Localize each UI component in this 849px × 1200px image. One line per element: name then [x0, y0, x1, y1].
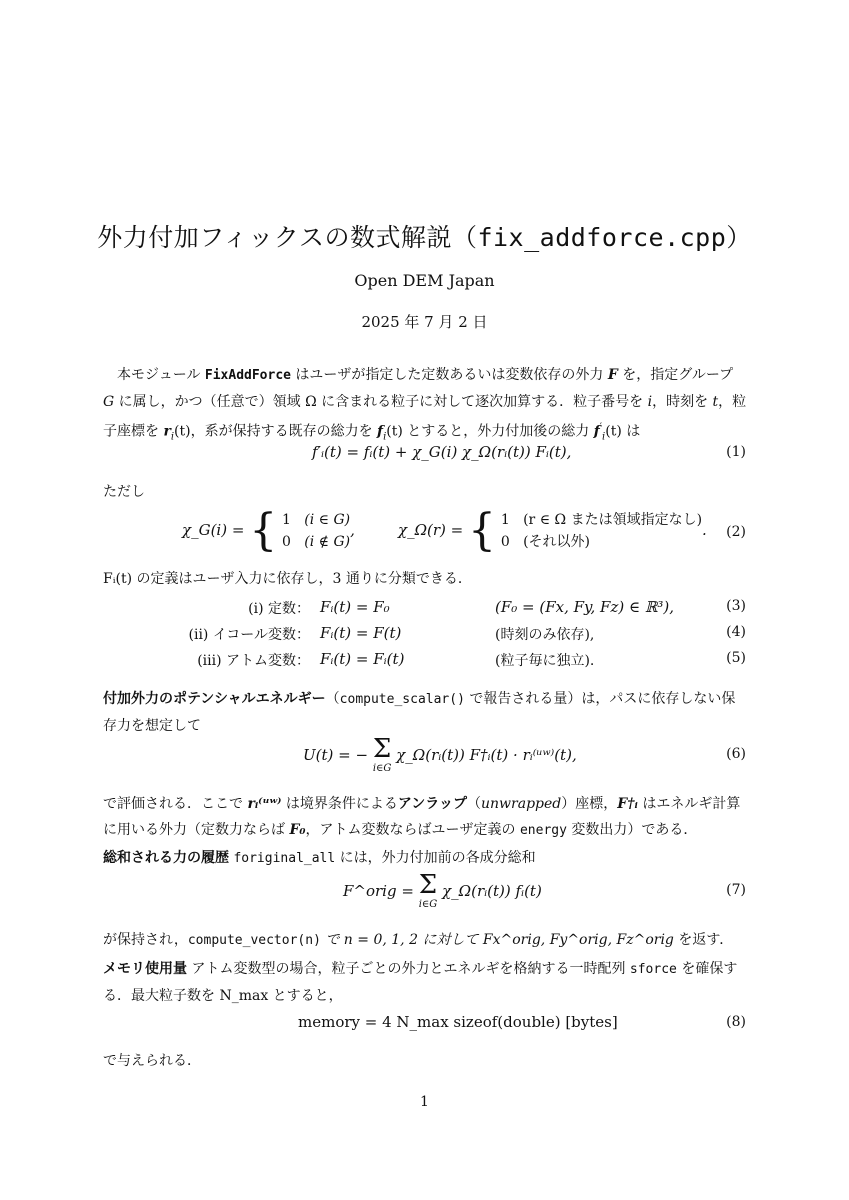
equation-8: memory = 4 N_max sizeof(double) [bytes] — [298, 1013, 618, 1031]
case-2-note: (時刻のみ依存), — [495, 627, 595, 643]
case-1-label: (i) 定数： — [248, 601, 310, 617]
closing-text: で与えられる． — [103, 1053, 201, 1069]
para-memory: メモリ使用量 アトム変数型の場合，粒子ごとの外力とエネルギを格納する一時配列 sforce を確保する．最大粒子数を N_max とすると， — [103, 961, 738, 1004]
para-history: 総和される力の履歴 foriginal_all には，外力付加前の各成分総和 — [103, 850, 536, 866]
case-2-number: (4) — [726, 624, 746, 640]
case-3-label: (iii) アトム変数： — [197, 653, 310, 669]
paper-title: 外力付加フィックスの数式解説（fix_addforce.cpp） — [97, 223, 752, 252]
cases-block — [0, 598, 849, 678]
para-potential: 付加外力のポテンシャルエネルギー（compute_scalar() で報告される量）は，パスに依存しない保存力を想定して — [103, 691, 736, 734]
author: Open DEM Japan — [354, 271, 495, 290]
case-1-note: (F₀ = (Fx, Fy, Fz) ∈ ℝ³), — [495, 598, 674, 616]
title-code: fix_addforce.cpp — [477, 223, 727, 252]
equation-7: F^orig = Σ i∈G χ_Ω(rᵢ(t)) fᵢ(t) — [343, 870, 542, 910]
para-vector: が保持され，compute_vector(n) で n = 0, 1, 2 に対して Fx^orig, Fy^orig, Fz^orig を返す． — [103, 932, 734, 948]
page-number: 1 — [420, 1094, 429, 1110]
equation-2a: χ_G(i) = { 1 (i ∈ G) 0 (i ∉ G), — [182, 505, 355, 556]
case-3-eq: Fᵢ(t) = Fᵢ(t) — [320, 650, 405, 668]
equation-6: U(t) = − Σ i∈G χ_Ω(rᵢ(t)) F†ᵢ(t) · rᵢ⁽ᵘʷ⁾(t), — [303, 734, 577, 774]
case-2-eq: Fᵢ(t) = F(t) — [320, 624, 402, 642]
case-3-note: (粒子毎に独立). — [495, 653, 595, 669]
case-1-number: (3) — [726, 598, 746, 614]
para-unwrapped: で評価される．ここで rᵢ⁽ᵘʷ⁾ は境界条件によるアンラップ（unwrapped）座標，F†ᵢ はエネルギ計算に用いる外力（定数力ならば F₀，アトム変数ならばユーザ定義の energy 変数出力）である． — [103, 796, 741, 838]
case-1-eq: Fᵢ(t) = F₀ — [320, 598, 390, 616]
case-2-label: (ii) イコール変数： — [188, 627, 310, 643]
equation-2b: χ_Ω(r) = { 1 (r ∈ Ω または領域指定なし) 0 (それ以外). — [398, 505, 707, 556]
para-definition: Fᵢ(t) の定義はユーザ入力に依存し，3 通りに分類できる． — [103, 571, 472, 587]
intro-paragraph: 本モジュール FixAddForce はユーザが指定した定数あるいは変数依存の外力 F を，指定グループ G に属し，かつ（任意で）領域 Ω に含まれる粒子に対して逐次加算する．粒子番号を i，時刻を t，粒子座標を $r_i(t)$，系が保持する既存の総力を $f_i(t)$ とすると，外力付加後の総力 $f'_i(t)$ は — [103, 367, 747, 443]
equation-1: f′ᵢ(t) = fᵢ(t) + χ_G(i) χ_Ω(rᵢ(t)) Fᵢ(t), — [312, 443, 572, 461]
equation-2-number: (2) — [726, 524, 746, 540]
case-3-number: (5) — [726, 650, 746, 666]
tadashi-text: ただし — [103, 484, 145, 500]
equation-1-number: (1) — [726, 444, 746, 460]
equation-6-number: (6) — [726, 746, 746, 762]
equation-7-number: (7) — [726, 882, 746, 898]
equation-8-number: (8) — [726, 1014, 746, 1030]
date: 2025 年 7 月 2 日 — [361, 313, 488, 331]
